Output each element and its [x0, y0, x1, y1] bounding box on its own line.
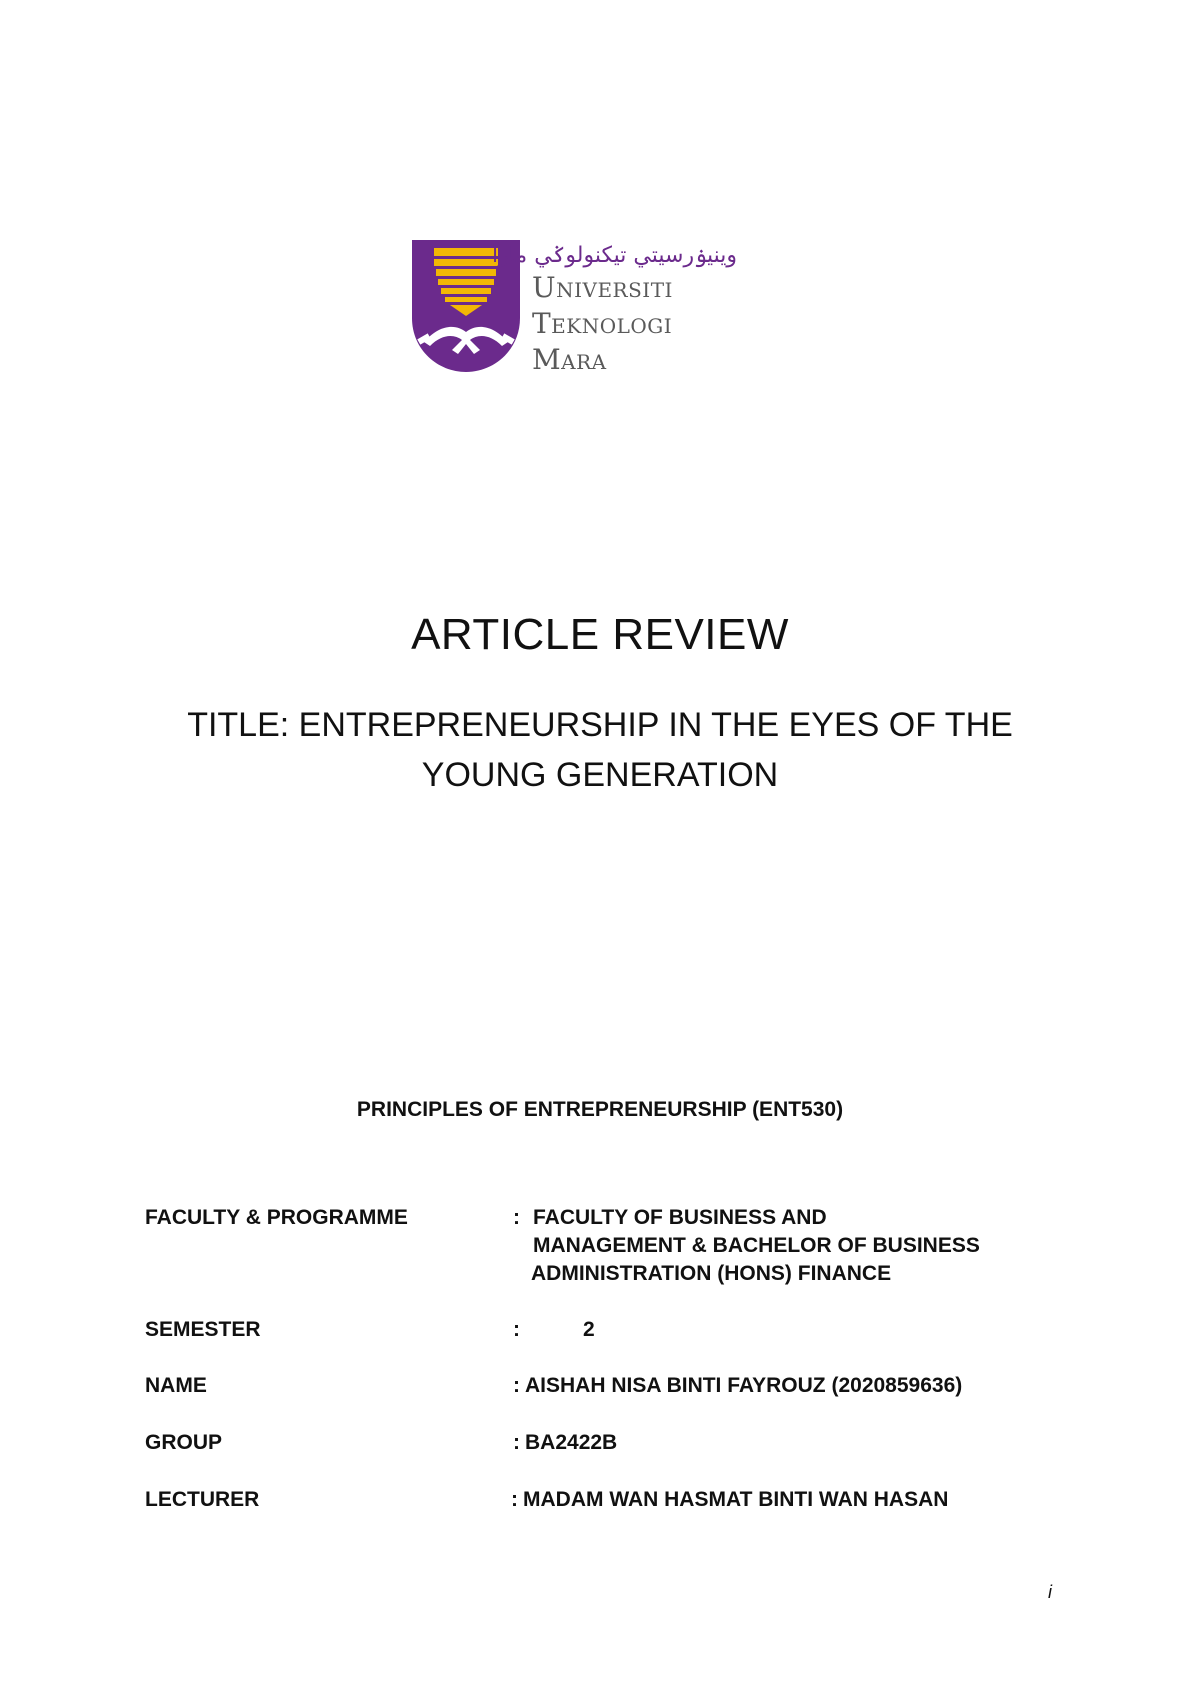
faculty-colon: : [513, 1206, 520, 1229]
group-value: BA2422B [525, 1431, 618, 1454]
semester-colon: : [513, 1318, 520, 1341]
jawi-text: وينيۏرسيتي تيکنولوݢي مارا [491, 243, 737, 268]
faculty-value-line-1: FACULTY OF BUSINESS AND [533, 1206, 827, 1229]
jawi-script-text [491, 238, 742, 270]
info-row-faculty [145, 1204, 1085, 1294]
name-colon: : [513, 1374, 520, 1397]
info-row-group [145, 1429, 1085, 1457]
semester-label: SEMESTER [145, 1318, 261, 1341]
name-label: NAME [145, 1374, 207, 1397]
subtitle-line-1: TITLE: ENTREPRENEURSHIP IN THE EYES OF THE [187, 706, 1013, 744]
info-row-lecturer [145, 1486, 1085, 1514]
faculty-value-line-2: MANAGEMENT & BACHELOR OF BUSINESS [533, 1234, 980, 1257]
document-subtitle [150, 700, 1050, 800]
document-title: ARTICLE REVIEW [411, 610, 789, 659]
lecturer-label: LECTURER [145, 1488, 260, 1511]
lecturer-value: MADAM WAN HASMAT BINTI WAN HASAN [523, 1488, 949, 1511]
name-value: AISHAH NISA BINTI FAYROUZ (2020859636) [525, 1374, 963, 1397]
info-row-semester [145, 1316, 1085, 1344]
group-colon: : [513, 1431, 520, 1454]
lecturer-colon: : [511, 1488, 518, 1511]
faculty-label: FACULTY & PROGRAMME [145, 1206, 408, 1229]
page-number: i [1048, 1582, 1052, 1602]
group-label: GROUP [145, 1431, 223, 1454]
logo-line-teknologi: Teknologi [532, 307, 673, 340]
university-logo [410, 238, 740, 378]
semester-value: 2 [583, 1318, 595, 1341]
university-wordmark [491, 238, 742, 378]
logo-line-universiti: Universiti [532, 271, 673, 304]
course-name: PRINCIPLES OF ENTREPRENEURSHIP (ENT530) [356, 1098, 844, 1121]
logo-line-mara: Mara [532, 343, 607, 376]
info-row-name [145, 1372, 1085, 1400]
subtitle-line-2: YOUNG GENERATION [421, 756, 779, 794]
faculty-value-line-3: ADMINISTRATION (HONS) FINANCE [531, 1262, 892, 1285]
faculty-value [531, 1204, 1091, 1288]
